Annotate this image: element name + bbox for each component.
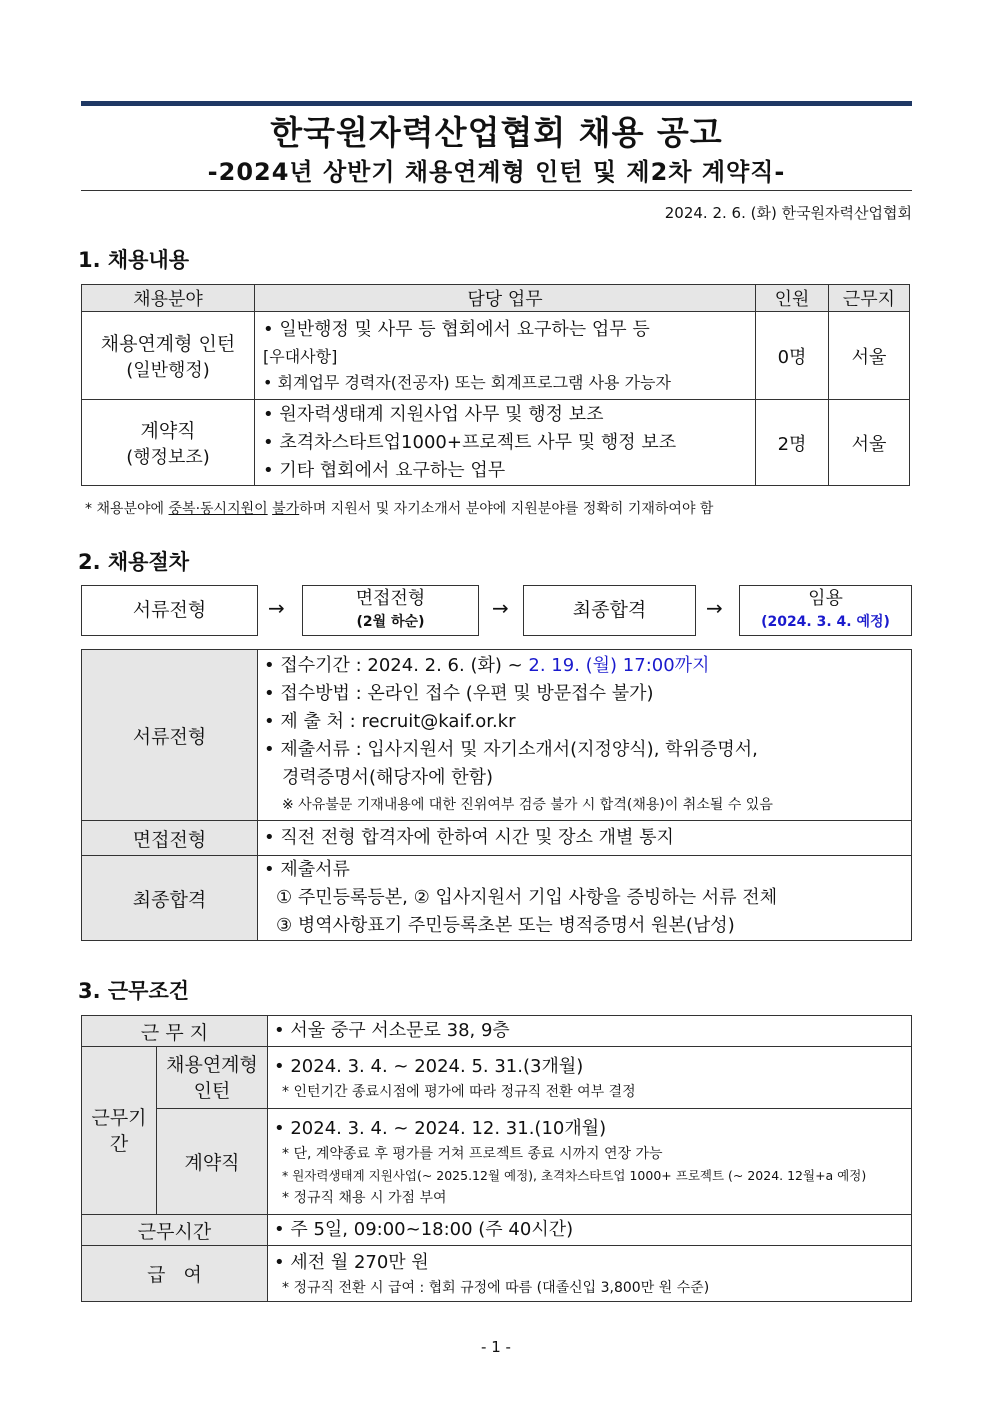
title-top-rule	[81, 101, 912, 106]
field-name: 계약직	[140, 420, 196, 442]
duty-item: • 회계업무 경력자(전공자) 또는 회계프로그램 사용 가능자	[255, 370, 755, 396]
note-text: 하며 지원서 및 자기소개서 분야에 지원분야를 정확히 기재하여야 함	[299, 501, 714, 517]
list-item: • 접수방법 : 온라인 접수 (우편 및 방문접수 불가)	[258, 680, 911, 708]
issue-dateline: 2024. 2. 6. (화) 한국원자력산업협회	[664, 204, 912, 222]
list-item: • 제출서류 : 입사지원서 및 자기소개서(지정양식), 학위증명서,	[258, 736, 911, 764]
title-bottom-rule	[81, 190, 912, 191]
list-item: 경력증명서(해당자에 한함)	[282, 767, 494, 788]
note-text: * 채용분야에	[85, 501, 169, 517]
procedure-table	[81, 649, 912, 941]
section3-heading: 3. 근무조건	[78, 979, 190, 1003]
flow-step-label: 임용	[808, 588, 843, 609]
field-name: 채용연계형 인턴	[100, 333, 236, 355]
count-cell: 0명	[756, 312, 829, 400]
row-label: 서류전형	[82, 650, 258, 821]
row-label: 면접전형	[82, 821, 258, 856]
field-sub: (행정보조)	[126, 447, 210, 468]
col-header-field: 채용분야	[82, 285, 255, 312]
row-content	[268, 1016, 912, 1047]
row-label: 급 여	[82, 1246, 268, 1302]
warning-note: ※ 사유불문 기재내용에 대한 진위여부 검증 불가 시 합격(채용)이 취소될 수 있음	[282, 797, 773, 813]
table-row	[82, 1246, 912, 1302]
row-content	[258, 856, 912, 941]
section1-heading: 1. 채용내용	[78, 248, 190, 272]
row-content	[268, 1246, 912, 1302]
list-item: • 세전 월 270만 원	[268, 1249, 911, 1277]
place-cell: 서울	[829, 400, 910, 486]
flow-step-label: 면접전형	[355, 588, 426, 609]
deadline-text: 2. 19. (월) 17:00까지	[528, 655, 710, 676]
note-item: * 인턴기간 종료시점에 평가에 따라 정규직 전환 여부 결정	[282, 1083, 636, 1100]
flow-arrow-icon: →	[706, 596, 723, 620]
page-subtitle: -2024년 상반기 채용연계형 인턴 및 제2차 계약직-	[207, 158, 786, 186]
list-item: • 2024. 3. 4. ~ 2024. 12. 31.(10개월)	[268, 1115, 911, 1143]
row-content	[268, 1109, 912, 1215]
period-label: 근무기간	[82, 1047, 157, 1215]
note-item: * 정규직 전환 시 급여 : 협회 규정에 따름 (대졸신입 3,800만 원 수준)	[282, 1279, 710, 1296]
flow-step-documents: 서류전형	[81, 585, 258, 636]
list-item: • 2024. 3. 4. ~ 2024. 5. 31.(3개월)	[268, 1053, 911, 1081]
field-cell	[82, 400, 255, 486]
row-label: 근무시간	[82, 1215, 268, 1246]
flow-step-final: 최종합격	[523, 585, 696, 636]
col-header-count: 인원	[756, 285, 829, 312]
col-header-duty: 담당 업무	[255, 285, 756, 312]
field-sub: (일반행정)	[126, 360, 210, 381]
duty-cell	[255, 400, 756, 486]
count-cell: 2명	[756, 400, 829, 486]
flow-step-sub: (2월 하순)	[356, 614, 425, 630]
duty-item: [우대사항]	[263, 346, 338, 366]
row-content	[258, 650, 912, 821]
list-item: • 직전 전형 합격자에 한하여 시간 및 장소 개별 통지	[258, 824, 911, 852]
duty-item: • 초격차스타트업1000+프로젝트 사무 및 행정 보조	[255, 429, 755, 457]
flow-arrow-icon: →	[268, 596, 285, 620]
period-text: 접수기간 : 2024. 2. 6. (화) ~	[280, 655, 529, 676]
place-cell: 서울	[829, 312, 910, 400]
note-underlined: 중복·동시지원이	[168, 501, 268, 517]
row-label: 계약직	[157, 1109, 268, 1215]
col-header-place: 근무지	[829, 285, 910, 312]
list-item: • 제출서류	[258, 856, 911, 884]
section2-heading: 2. 채용절차	[78, 550, 190, 574]
duty-item: • 일반행정 및 사무 등 협회에서 요구하는 업무 등	[255, 316, 755, 344]
section1-note	[85, 498, 713, 518]
field-cell	[82, 312, 255, 400]
row-label: 최종합격	[82, 856, 258, 941]
list-item: • 주 5일, 09:00~18:00 (주 40시간)	[268, 1216, 911, 1244]
table-row	[82, 1215, 912, 1246]
row-label: 근 무 지	[82, 1016, 268, 1047]
duty-item: • 원자력생태계 지원사업 사무 및 행정 보조	[255, 401, 755, 429]
list-item: • 서울 중구 서소문로 38, 9층	[268, 1017, 911, 1045]
table-row	[82, 856, 912, 941]
table-row	[82, 312, 910, 400]
table-row	[82, 821, 912, 856]
table-row	[82, 1109, 912, 1215]
table-row	[82, 1016, 912, 1047]
list-item: ① 주민등록등본, ② 입사지원서 기입 사항을 증빙하는 서류 전체	[276, 887, 778, 908]
page-number: - 1 -	[481, 1338, 511, 1356]
page-title: 한국원자력산업협회 채용 공고	[270, 113, 723, 152]
table-row	[82, 400, 910, 486]
duty-item: • 기타 협회에서 요구하는 업무	[255, 457, 755, 485]
row-label: 채용연계형 인턴	[157, 1047, 268, 1109]
list-item: • 제 출 처 : recruit@kaif.or.kr	[258, 708, 911, 736]
table-row	[82, 1047, 912, 1109]
flow-step-interview	[302, 585, 479, 636]
note-item: * 단, 계약종료 후 평가를 거쳐 프로젝트 종료 시까지 연장 가능	[282, 1145, 663, 1162]
conditions-table	[81, 1015, 912, 1302]
flow-arrow-icon: →	[492, 596, 509, 620]
row-content	[268, 1215, 912, 1246]
note-underlined: 불가	[272, 501, 300, 517]
flow-step-appointment	[739, 585, 912, 636]
duty-cell	[255, 312, 756, 400]
note-item: * 원자력생태계 지원사업(~ 2025.12월 예정), 초격차스타트업 1000+ 프로젝트 (~ 2024. 12월+a 예정)	[282, 1167, 867, 1183]
table-row	[82, 650, 912, 821]
note-item: * 정규직 채용 시 가점 부여	[282, 1189, 447, 1206]
recruit-table	[81, 284, 910, 486]
recruit-table-header	[82, 285, 910, 312]
list-item: ③ 병역사항표기 주민등록초본 또는 병적증명서 원본(남성)	[276, 915, 735, 936]
row-content	[268, 1047, 912, 1109]
row-content	[258, 821, 912, 856]
flow-step-sub: (2024. 3. 4. 예정)	[761, 614, 890, 630]
list-item	[258, 652, 911, 680]
